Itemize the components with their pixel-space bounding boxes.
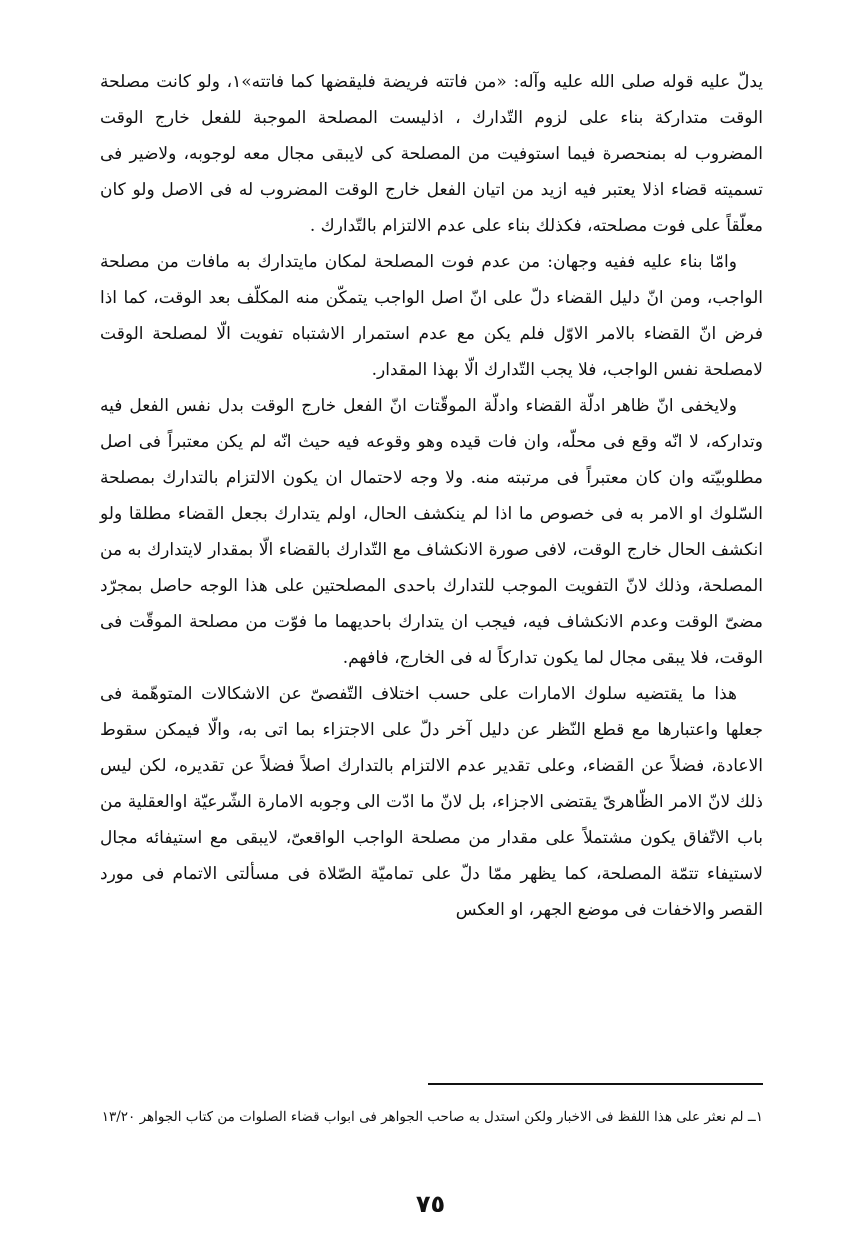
paragraph-2: وامّا بناء عليه ففيه وجهان: من عدم فوت المصلحة لمكان مايتدارك به مافات من مصلحة الواجب، ومن انّ دليل القضاء دلّ على انّ اصل الواجب يتمكّن منه المكلّف بعد الوقت، كما اذا فرض انّ القضاء بالامر الاوّل فلم يكن مع عدم استمرار الاشتباه تفويت الّا لمصلحة الوقت لامصلحة نفس الواجب، فلا يجب التّدارك الّا بهذا المقدار.: [100, 252, 763, 380]
footnote: [100, 1100, 763, 1134]
page-number: ٧٥: [415, 1190, 446, 1218]
footnote-text: ١ــ لم نعثر على هذا اللفظ فى الاخبار ولكن استدل به صاحب الجواهر فى ابواب قضاء الصلوات من كتاب الجواهر ١٣/٢٠: [101, 1109, 763, 1125]
paragraph-1: يدلّ عليه قوله صلى الله عليه وآله: «من فاتته فريضة فليقضها كما فاتته»١، ولو كانت مصلحة الوقت متداركة بناء على لزوم التّدارك ، اذليست المصلحة الموجبة للفعل خارج الوقت المضروب له بمنحصرة فيما استوفيت من المصلحة كى لايبقى مجال معه لوجوبه، ولاضير فى تسميته قضاء اذلا يعتبر فيه ازيد من اتيان الفعل خارج الوقت المضروب له فى الاصل ولو كان معلّقاً على فوت مصلحته، فكذلك بناء على عدم الالتزام بالتّدارك .: [100, 72, 763, 236]
paragraph-3: ولايخفى انّ ظاهر ادلّة القضاء وادلّة الموقّتات انّ الفعل خارج الوقت بدل نفس الفعل فيه وتداركه، لا انّه وقع فى محلّه، وان فات قيده وهو وقوعه فيه حيث انّه لم يكن معتبراً فى اصل مطلوبيّته وان كان معتبراً فى مرتبته منه. ولا وجه لاحتمال ان يكون الالتزام بالتدارك بمصلحة السّلوك او الامر به فى خصوص ما اذا لم ينكشف الحال، اولم يتدارك بجعل القضاء مطلقا ولو انكشف الحال خارج الوقت، لافى صورة الانكشاف مع التّدارك بالقضاء الّا بمقدار لايتدارك به من المصلحة، وذلك لانّ التفويت الموجب للتدارك باحدى المصلحتين على هذا الوجه حاصل بمجرّد مضىّ الوقت وعدم الانكشاف فيه، فيجب ان يتدارك باحديهما ما فوّت من مصلحة الموقّت فى الوقت، فلا يبقى مجال لما يكون تداركاً له فى الخارج، فافهم.: [100, 396, 763, 668]
footnote-divider: [428, 1083, 763, 1085]
main-text: [100, 64, 763, 928]
paragraph-4: هذا ما يقتضيه سلوك الامارات على حسب اختلاف التّفصىّ عن الاشكالات المتوهّمة فى جعلها واعتبارها مع قطع النّظر عن دليل آخر دلّ على الاجتزاء بما اتى به، والّا فيمكن سقوط الاعادة، فضلاً عن القضاء، وعلى تقدير عدم الالتزام بالتدارك اصلاً فضلاً عن تقديره، لكن ليس ذلك لانّ الامر الظّاهرىّ يقتضى الاجزاء، بل لانّ ما ادّت الى وجوبه الامارة الشّرعيّة اوالعقلية من باب الاتّفاق يكون مشتملاً على مقدار من مصلحة الواجب الواقعىّ، لايبقى مع استيفائه مجال لاستيفاء تتمّة المصلحة، كما يظهر ممّا دلّ على تماميّة الصّلاة فى مسألتى الاتمام فى مورد القصر والاخفات فى موضع الجهر، او العكس: [100, 684, 763, 920]
